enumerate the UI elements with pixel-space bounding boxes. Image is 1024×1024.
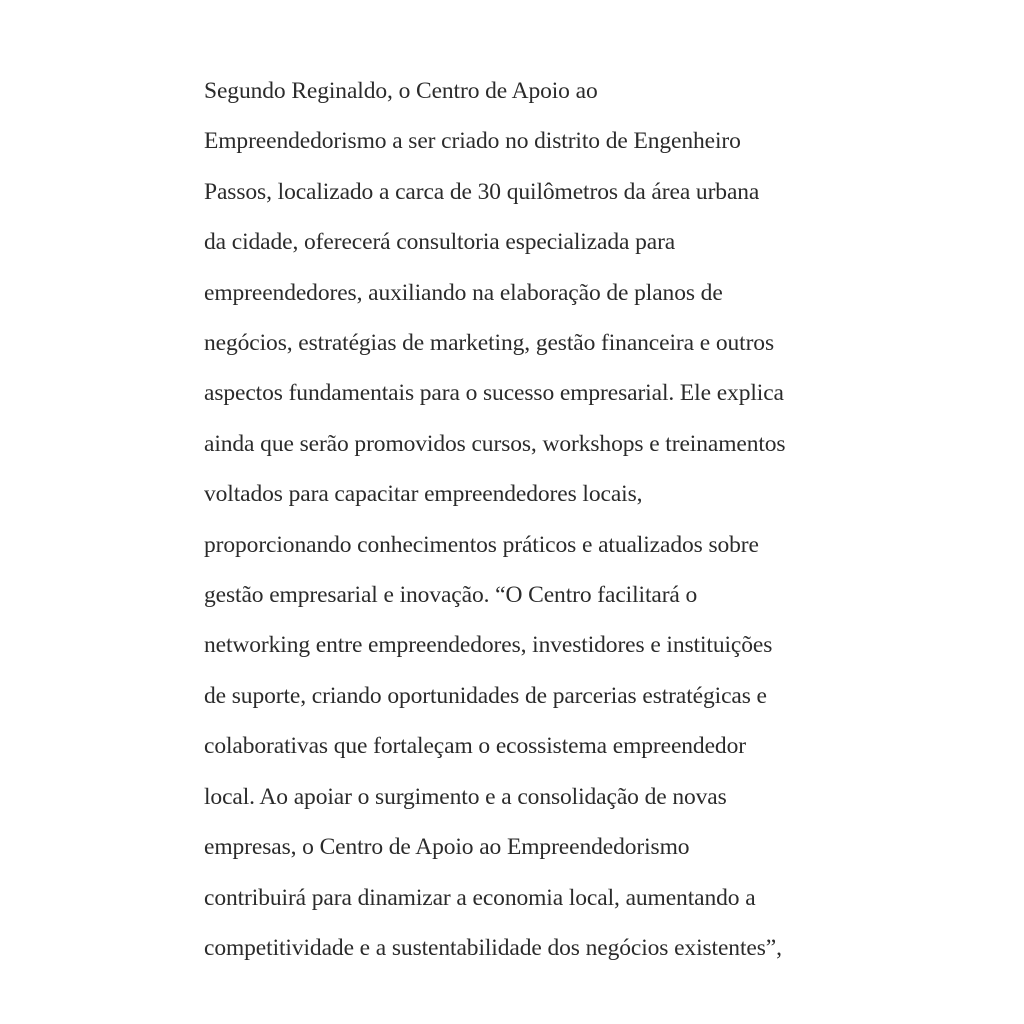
text-line: Passos, localizado a carca de 30 quilômetros da área urbana xyxy=(204,178,760,205)
text-line: negócios, estratégias de marketing, gestão financeira e outros xyxy=(204,330,774,357)
text-line: de suporte, criando oportunidades de parcerias estratégicas e xyxy=(204,682,767,709)
text-line: aspectos fundamentais para o sucesso empresarial. Ele explica xyxy=(204,380,784,407)
text-line: colaborativas que fortaleçam o ecossistema empreendedor xyxy=(204,733,746,760)
text-line: gestão empresarial e inovação. “O Centro facilitará o xyxy=(204,582,698,609)
text-line: competitividade e a sustentabilidade dos negócios existentes”, xyxy=(204,934,782,961)
text-line: da cidade, oferecerá consultoria especializada para xyxy=(204,229,676,256)
document-page xyxy=(204,66,864,973)
text-line: local. Ao apoiar o surgimento e a consolidação de novas xyxy=(204,783,727,810)
text-line: Empreendedorismo a ser criado no distrito de Engenheiro xyxy=(204,128,741,155)
text-line: empreendedores, auxiliando na elaboração de planos de xyxy=(204,279,723,306)
body-paragraph xyxy=(204,66,864,973)
text-line: networking entre empreendedores, investidores e instituições xyxy=(204,632,773,659)
text-line: proporcionando conhecimentos práticos e atualizados sobre xyxy=(204,531,759,558)
text-line: contribuirá para dinamizar a economia local, aumentando a xyxy=(204,884,756,911)
text-line: Segundo Reginaldo, o Centro de Apoio ao xyxy=(204,78,598,104)
text-line: ainda que serão promovidos cursos, workshops e treinamentos xyxy=(204,430,786,457)
text-line: voltados para capacitar empreendedores locais, xyxy=(204,481,643,508)
text-line: empresas, o Centro de Apoio ao Empreendedorismo xyxy=(204,834,690,861)
